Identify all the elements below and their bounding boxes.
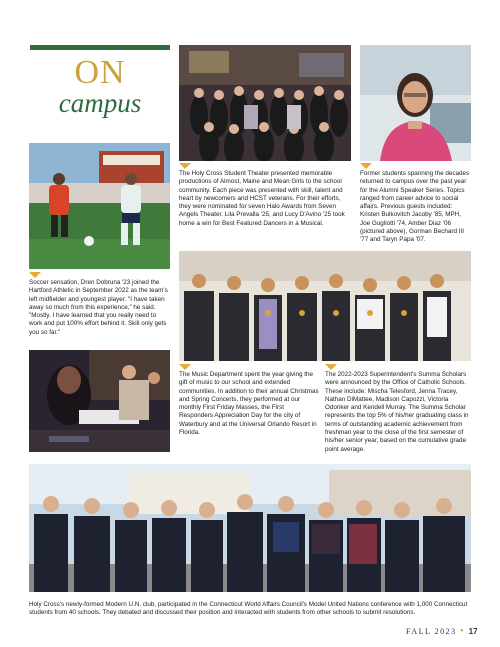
soccer-caption-marker xyxy=(29,272,41,278)
music-caption-marker xyxy=(179,364,191,370)
header-rule xyxy=(30,45,170,50)
section-title-on: ON xyxy=(74,54,126,91)
theater-photo xyxy=(179,45,351,161)
theater-caption: The Holy Cross Student Theater presented memorable productions of Almost, Maine and Mean Girls to the school community. Each piece was presented with skill, talent and heart by newcomers and HCST veterans. For their efforts, they were nominated for seven Halo Awards from Seven Angels Theater. Lila Prevalla '25, and Lucy D'Avino '25 took home a win for Best Featured Dancers in a Musical. xyxy=(179,170,345,227)
page-folio xyxy=(406,626,478,637)
summa-scholars-photo xyxy=(179,251,471,361)
alumni-caption-marker xyxy=(360,163,372,169)
alumni-speaker-photo xyxy=(360,45,471,161)
soccer-photo xyxy=(29,143,170,269)
soccer-caption: Soccer sensation, Dren Dobruna '23 joined the Hartford Athletic in September 2022 as the team's left midfielder and youngest player. "I have taken away so much from this experience," he said. "Mostly, I have learned that you really need to work and put 100% effort behind it. Skill only gets you so far." xyxy=(29,279,168,336)
section-title-campus: campus xyxy=(58,88,142,118)
scholars-caption-marker xyxy=(325,364,337,370)
music-caption: The Music Department spent the year giving the gift of music to our school and extended communities. In addition to their annual Christmas and Spring Concerts, they performed at our monthly First Friday Masses, the First Responders Appreciation Day for the city of Waterbury and at the Universal Orlando Resort in Florida. xyxy=(179,371,319,437)
issue-season: FALL 2023 xyxy=(406,627,457,636)
folio-bullet: • xyxy=(460,626,466,637)
alumni-caption: Former students spanning the decades returned to campus over the past year for the Alumni Speaker Series. Topics ranged from career advice to social affairs. Previous guests included: Kristen Bulkovitch Jacoby '85, MPH, Joe Gugliotti '74, Amber Diaz '06 (pictured above), Gorman Bechard III '77 and Taryn Papa '07. xyxy=(360,170,470,244)
theater-caption-marker xyxy=(179,163,191,169)
model-un-photo xyxy=(29,464,471,592)
page-number: 17 xyxy=(468,627,478,636)
model-un-caption: Holy Cross's newly-formed Modern U.N. club, participated in the Connecticut World Affairs Council's Model United Nations conference with 1,000 Connecticut students from 40 schools. They debated and discussed their position and interacted with students from other schools to submit resolutions. xyxy=(29,601,468,617)
music-department-photo xyxy=(29,350,170,452)
scholars-caption: The 2022-2023 Superintendent's Summa Scholars were announced by the Office of Catholic Schools. These include: Mischa Telesford, Jenna Tracey, Nathan DiMattee, Madison Capozzi, Victoria Odonker and Kendell Murray. The Summa Scholar represents the top 5% of his/her graduating class in terms of outstanding academic achievement from freshman year to the close of the first semester of his/her senior year, based on the cumulative grade point average. xyxy=(325,371,469,453)
